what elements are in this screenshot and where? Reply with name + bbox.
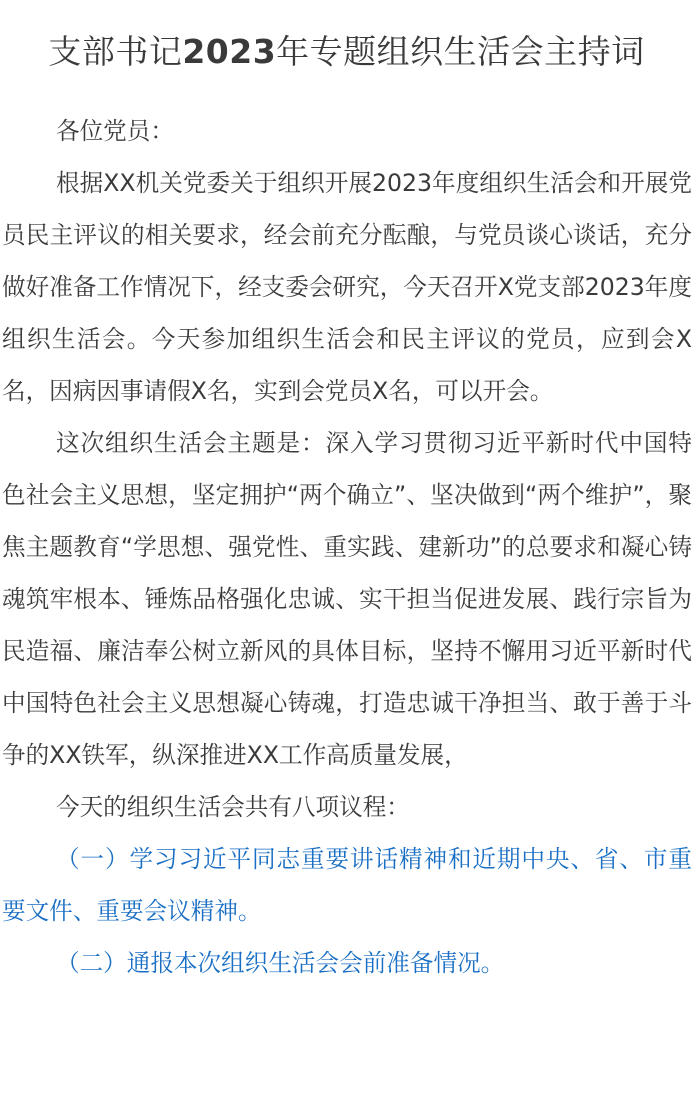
paragraph-background: 根据XX机关党委关于组织开展2023年度组织生活会和开展党员民主评议的相关要求，经会前充分酝酿，与党员谈心谈话，充分做好准备工作情况下，经支委会研究，今天召开X党支部2023年度组织生活会。今天参加组织生活会和民主评议的党员，应到会X名，因病因事请假X名，实到会党员X名，可以开会。 [2,169,692,405]
document-title [0,28,693,76]
paragraph-theme: 这次组织生活会主题是：深入学习贯彻习近平新时代中国特色社会主义思想，坚定拥护“两个确立”、坚决做到“两个维护”，聚焦主题教育“学思想、强党性、重实践、建新功”的总要求和凝心铸魂筑牢根本、锤炼品格强化忠诚、实干担当促进发展、践行宗旨为民造福、廉洁奉公树立新风的具体目标，坚持不懈用习近平新时代中国特色社会主义思想凝心铸魂，打造忠诚干净担当、敢于善于斗争的XX铁军，纵深推进XX工作高质量发展， [2,429,692,769]
title-prefix: 支部书记 [48,32,183,71]
title-year: 2023 [182,32,277,71]
agenda-item-2: （二）通报本次组织生活会会前准备情况。 [56,949,505,977]
document-body [2,105,692,989]
agenda-item-1: （一）学习习近平同志重要讲话精神和近期中央、省、市重要文件、重要会议精神。 [2,845,692,925]
title-suffix: 年专题组织生活会主持词 [276,32,645,71]
paragraph-agenda-intro: 今天的组织生活会共有八项议程： [56,793,410,821]
salutation: 各位党员： [56,117,174,145]
